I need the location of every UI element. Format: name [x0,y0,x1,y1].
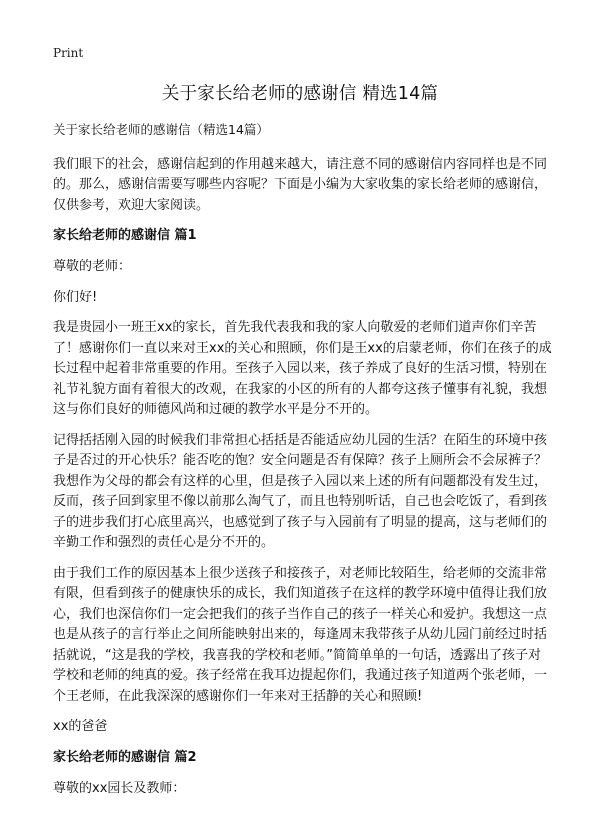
page-title: 关于家长给老师的感谢信 精选14篇 [161,84,439,104]
article-subtitle: 关于家长给老师的感谢信（精选14篇） [53,122,269,137]
letter-salutation: 尊敬的老师： [53,259,132,274]
letter-paragraph: 记得括括刚入园的时候我们非常担心括括是否能适应幼儿园的生活？在陌生的环境中孩子是否过的开心快乐？能否吃的饱？安全问题是否有保障？孩子上厕所会不会尿裤子？我想作为父母的都会有这样的心里，但是孩子入园以来上述的所有问题都没有发生过，反而，孩子回到家里不像以前那么淘气了，而且也特别听话，自己也会吃饭了，看到孩子的进步我们打心底里高兴，也感觉到了孩子与入园前有了明显的提高，这与老师们的辛勤工作和强烈的责任心是分不开的。 [53,432,548,550]
letter-greeting: 你们好! [53,289,98,305]
intro-paragraph: 我们眼下的社会，感谢信起到的作用越来越大，请注意不同的感谢信内容同样也是不同的。那么，感谢信需要写哪些内容呢？下面是小编为大家收集的家长给老师的感谢信，仅供参考，欢迎大家阅读。 [53,156,548,213]
letter-signature: xx的爸爸 [53,719,108,734]
section-heading: 家长给老师的感谢信 篇1 [53,228,197,243]
print-link[interactable]: Print [53,46,84,60]
article-body [53,120,553,809]
letter-salutation: 尊敬的xx园长及教师： [53,780,186,796]
letter-paragraph: 我是贵园小一班王xx的家长，首先我代表我和我的家人向敬爱的老师们道声你们辛苦了！感谢你们一直以来对王xx的关心和照顾，你们是王xx的启蒙老师，你们在孩子的成长过程中起着非常重要的作用。至孩子入园以来，孩子养成了良好的生活习惯，特别在礼节礼貌方面有着很大的改观，在我家的小区的所有的人都夸这孩子懂事有礼貌，我想这与你们良好的师德风尚和过硬的教学水平是分不开的。 [53,320,552,417]
letter-paragraph: 由于我们工作的原因基本上很少送孩子和接孩子，对老师比较陌生，给老师的交流非常有限，但看到孩子的健康快乐的成长，我们知道孩子在这样的教学环境中值得让我们放心，我们也深信你们一定会把我们的孩子当作自己的孩子一样关心和爱护。我想这一点也是从孩子的言行举止之间所能映射出来的，每逢周末我带孩子从幼儿园门前经过时括括就说，“这是我的学校，我喜我的学校和老师。”简简单单的一句话，透露出了孩子对学校和老师的纯真的爱。孩子经常在我耳边提起你们，我通过孩子知道两个张老师，一个王老师，在此我深深的感谢你们一年来对王括静的关心和照顾! [53,565,548,704]
section-heading: 家长给老师的感谢信 篇2 [53,749,197,765]
